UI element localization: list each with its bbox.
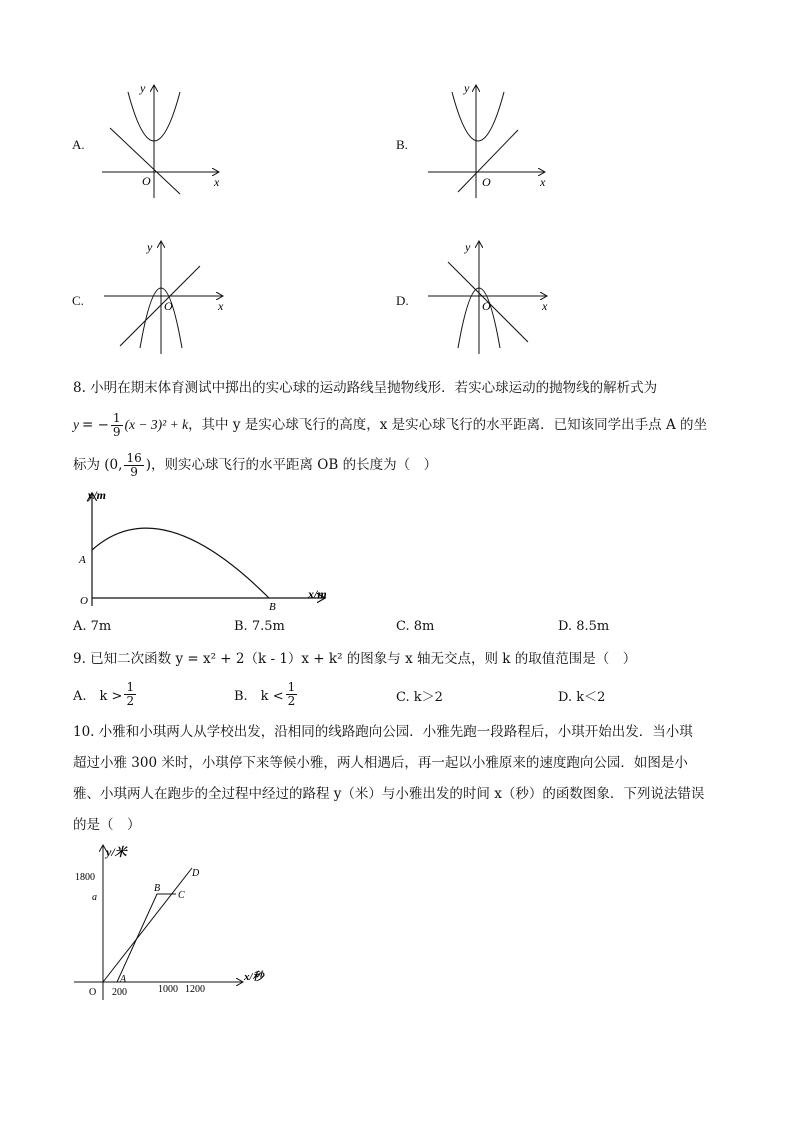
q9-choice-a[interactable] xyxy=(73,676,138,712)
x-label: x xyxy=(542,299,548,313)
q8-eq-eq: = − xyxy=(82,417,109,433)
q9-choice-b-num: 1 xyxy=(287,679,296,694)
y-label: y xyxy=(465,240,471,254)
q10-point-a: A xyxy=(120,974,127,985)
q8-line1: 8. 小明在期末体育测试中掷出的实心球的运动路线呈抛物线形．若实心球运动的抛物线的解析式为 xyxy=(73,380,658,396)
q10-xlabel: x/秒 xyxy=(244,971,264,983)
q8-eq-num: 1 xyxy=(112,410,121,425)
q8-line2-rest: ，其中 y 是实心球飞行的高度，x 是实心球飞行的水平距离．已知该同学出手点 A 的坐 xyxy=(188,417,708,433)
y-label: y xyxy=(464,81,470,95)
x-label: x xyxy=(540,175,546,189)
q10-x200: 200 xyxy=(112,987,127,998)
x-label: x xyxy=(214,175,220,189)
q9-choice-b-fraction xyxy=(286,681,298,708)
q10-ya: a xyxy=(92,892,97,903)
origin-label: O xyxy=(164,299,173,313)
q9-choice-d[interactable]: D. k＜2 xyxy=(558,690,606,705)
q8-choice-b[interactable]: B. 7.5m xyxy=(234,619,285,634)
q8-graph xyxy=(74,488,344,614)
option-c-graph xyxy=(100,238,230,356)
q10-point-c: C xyxy=(178,890,185,901)
q8-coord-fraction xyxy=(124,452,143,479)
q10-x1000: 1000 xyxy=(158,984,178,995)
q8-choice-d[interactable]: D. 8.5m xyxy=(558,619,610,634)
origin-label: O xyxy=(482,299,491,313)
q8-eq-fraction xyxy=(111,412,123,439)
parabola xyxy=(452,92,504,141)
q8-choice-c[interactable]: C. 8m xyxy=(396,619,435,634)
q8-eq-rest: (x − 3)² + k xyxy=(124,417,189,432)
origin-label: O xyxy=(142,174,151,188)
option-d-label: D. xyxy=(396,293,409,308)
q10-graph xyxy=(74,842,284,1002)
q10-point-b: B xyxy=(154,883,161,894)
trajectory-curve xyxy=(92,528,269,598)
q9-choice-b[interactable] xyxy=(234,676,299,712)
q8-xlabel: x/m xyxy=(308,587,327,601)
q8-coord-den: 9 xyxy=(130,464,138,479)
q10-origin: O xyxy=(89,987,97,998)
q10-point-d: D xyxy=(192,868,200,879)
x-label: x xyxy=(218,299,224,313)
q8-line3-pre: 标为 (0, xyxy=(73,457,123,473)
q10-ylabel: y/米 xyxy=(106,845,127,859)
y-label: y xyxy=(147,240,153,254)
q10-line4: 的是（ ） xyxy=(73,817,141,833)
q9-choice-a-pre: A. k > xyxy=(73,688,123,704)
q8-line2 xyxy=(73,406,707,444)
q9-choice-a-fraction xyxy=(124,681,136,708)
q8-line3 xyxy=(73,446,437,484)
option-a-label: A. xyxy=(72,137,85,152)
y-label: y xyxy=(140,81,146,95)
q8-ylabel: y/m xyxy=(88,488,106,502)
option-c-label: C. xyxy=(72,293,84,308)
q8-point-a: A xyxy=(79,554,86,566)
option-b-graph xyxy=(424,80,554,200)
line xyxy=(120,266,200,346)
origin-label: O xyxy=(482,175,491,189)
q8-line3-post: )，则实心球飞行的水平距离 OB 的长度为（ ） xyxy=(145,457,438,473)
q8-choice-a[interactable]: A. 7m xyxy=(73,619,112,634)
q8-coord-num: 16 xyxy=(126,450,142,465)
xiaoqi-line xyxy=(117,894,176,982)
option-a-graph xyxy=(98,80,228,200)
q10-y1800: 1800 xyxy=(75,872,95,883)
q10-line3: 雅、小琪两人在跑步的全过程中经过的路程 y（米）与小雅出发的时间 x（秒）的函数图象．下列说法错误 xyxy=(73,786,705,802)
q8-point-b: B xyxy=(269,601,276,613)
q9-choice-a-num: 1 xyxy=(126,679,135,694)
q10-x1200: 1200 xyxy=(185,984,205,995)
q9-line1: 9. 已知二次函数 y = x² + 2（k - 1）x + k² 的图象与 x 轴无交点，则 k 的取值范围是（ ） xyxy=(73,651,637,667)
q10-line2: 超过小雅 300 米时，小琪停下来等候小雅，两人相遇后，再一起以小雅原来的速度跑向公园．如图是小 xyxy=(73,755,688,771)
q8-eq-y: y xyxy=(73,417,79,432)
q9-choice-b-pre: B. k < xyxy=(234,688,284,704)
option-b-label: B. xyxy=(396,137,408,152)
xiaoya-line xyxy=(103,868,192,982)
option-d-graph xyxy=(424,238,554,356)
q9-choice-a-den: 2 xyxy=(126,693,135,708)
q9-choice-b-den: 2 xyxy=(287,693,296,708)
q9-choice-c[interactable]: C. k＞2 xyxy=(396,690,443,705)
q8-eq-den: 9 xyxy=(112,424,121,439)
q10-line1: 10. 小雅和小琪两人从学校出发，沿相同的线路跑向公园．小雅先跑一段路程后，小琪开始出发．当小琪 xyxy=(73,724,693,740)
q8-origin: O xyxy=(80,595,88,607)
